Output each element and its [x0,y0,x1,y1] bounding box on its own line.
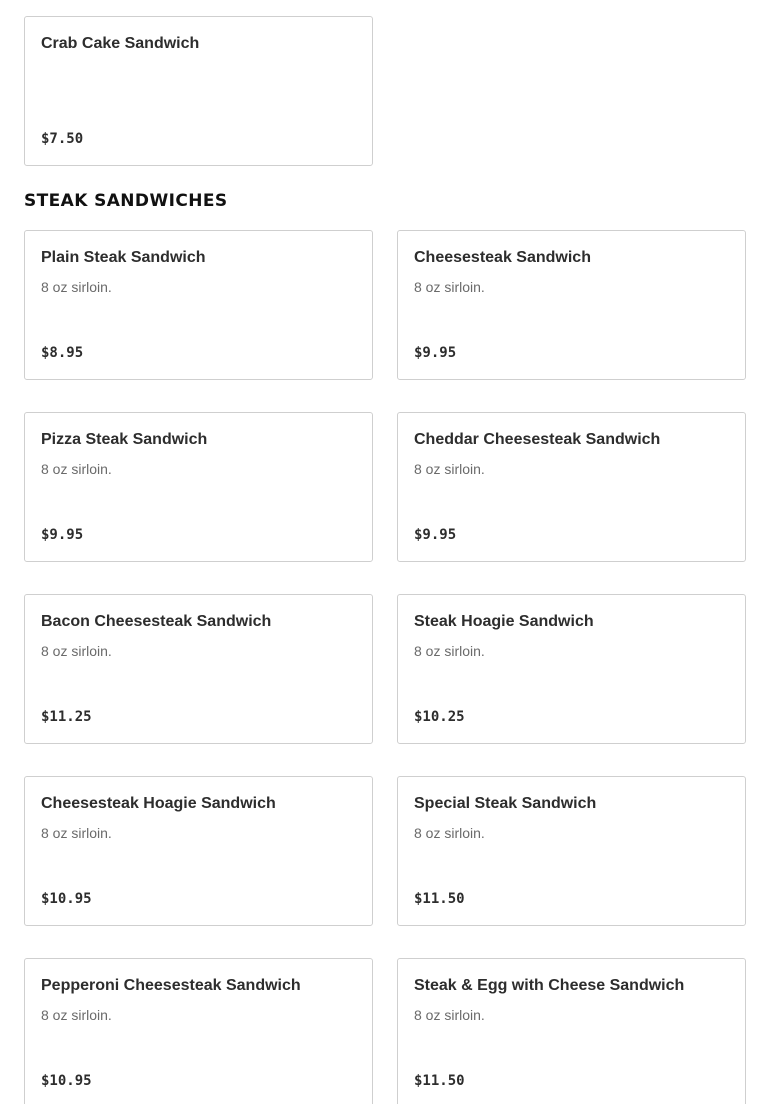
menu-item-card-steak-hoagie-sandwich[interactable] [397,594,746,744]
menu-item-card-special-steak-sandwich[interactable] [397,776,746,926]
menu-item-name: Crab Cake Sandwich [41,35,200,52]
menu-item-card-plain-steak-sandwich[interactable] [24,230,373,380]
menu-item-name: Steak & Egg with Cheese Sandwich [414,977,685,994]
menu-item-description: 8 oz sirloin. [41,825,112,841]
section-title-steak-sandwiches: STEAK SANDWICHES [24,191,228,211]
menu-item-description: 8 oz sirloin. [414,643,485,659]
menu-item-name: Cheesesteak Hoagie Sandwich [41,795,276,812]
menu-item-price: $11.50 [414,1073,465,1089]
menu-item-price: $11.50 [414,891,465,907]
menu-item-name: Bacon Cheesesteak Sandwich [41,613,272,630]
menu-item-card-crab-cake-sandwich[interactable] [24,16,373,166]
menu-item-name: Pizza Steak Sandwich [41,431,208,448]
menu-item-price: $11.25 [41,709,92,725]
menu-item-description: 8 oz sirloin. [414,825,485,841]
menu-item-price: $8.95 [41,345,84,361]
menu-item-price: $9.95 [414,527,457,543]
menu-item-card-cheesesteak-hoagie-sandwich[interactable] [24,776,373,926]
menu-item-card-cheddar-cheesesteak-sandwich[interactable] [397,412,746,562]
menu-item-name: Special Steak Sandwich [414,795,597,812]
menu-item-price: $9.95 [414,345,457,361]
menu-item-name: Cheddar Cheesesteak Sandwich [414,431,661,448]
menu-item-description: 8 oz sirloin. [41,643,112,659]
menu-item-card-cheesesteak-sandwich[interactable] [397,230,746,380]
menu-item-price: $10.95 [41,891,92,907]
menu-item-price: $10.25 [414,709,465,725]
menu-item-name: Plain Steak Sandwich [41,249,206,266]
menu-item-description: 8 oz sirloin. [41,1007,112,1023]
menu-item-name: Cheesesteak Sandwich [414,249,591,266]
menu-item-card-pepperoni-cheesesteak-sandwich[interactable] [24,958,373,1104]
menu-item-description: 8 oz sirloin. [414,1007,485,1023]
menu-item-card-steak-and-egg-with-cheese-sandwich[interactable] [397,958,746,1104]
menu-item-name: Pepperoni Cheesesteak Sandwich [41,977,301,994]
menu-item-description: 8 oz sirloin. [414,461,485,477]
menu-item-card-pizza-steak-sandwich[interactable] [24,412,373,562]
menu-item-name: Steak Hoagie Sandwich [414,613,594,630]
menu-item-price: $10.95 [41,1073,92,1089]
menu-item-price: $9.95 [41,527,84,543]
menu-item-price: $7.50 [41,131,84,147]
menu-item-description: 8 oz sirloin. [414,279,485,295]
menu-item-description: 8 oz sirloin. [41,461,112,477]
menu-item-description: 8 oz sirloin. [41,279,112,295]
menu-item-card-bacon-cheesesteak-sandwich[interactable] [24,594,373,744]
